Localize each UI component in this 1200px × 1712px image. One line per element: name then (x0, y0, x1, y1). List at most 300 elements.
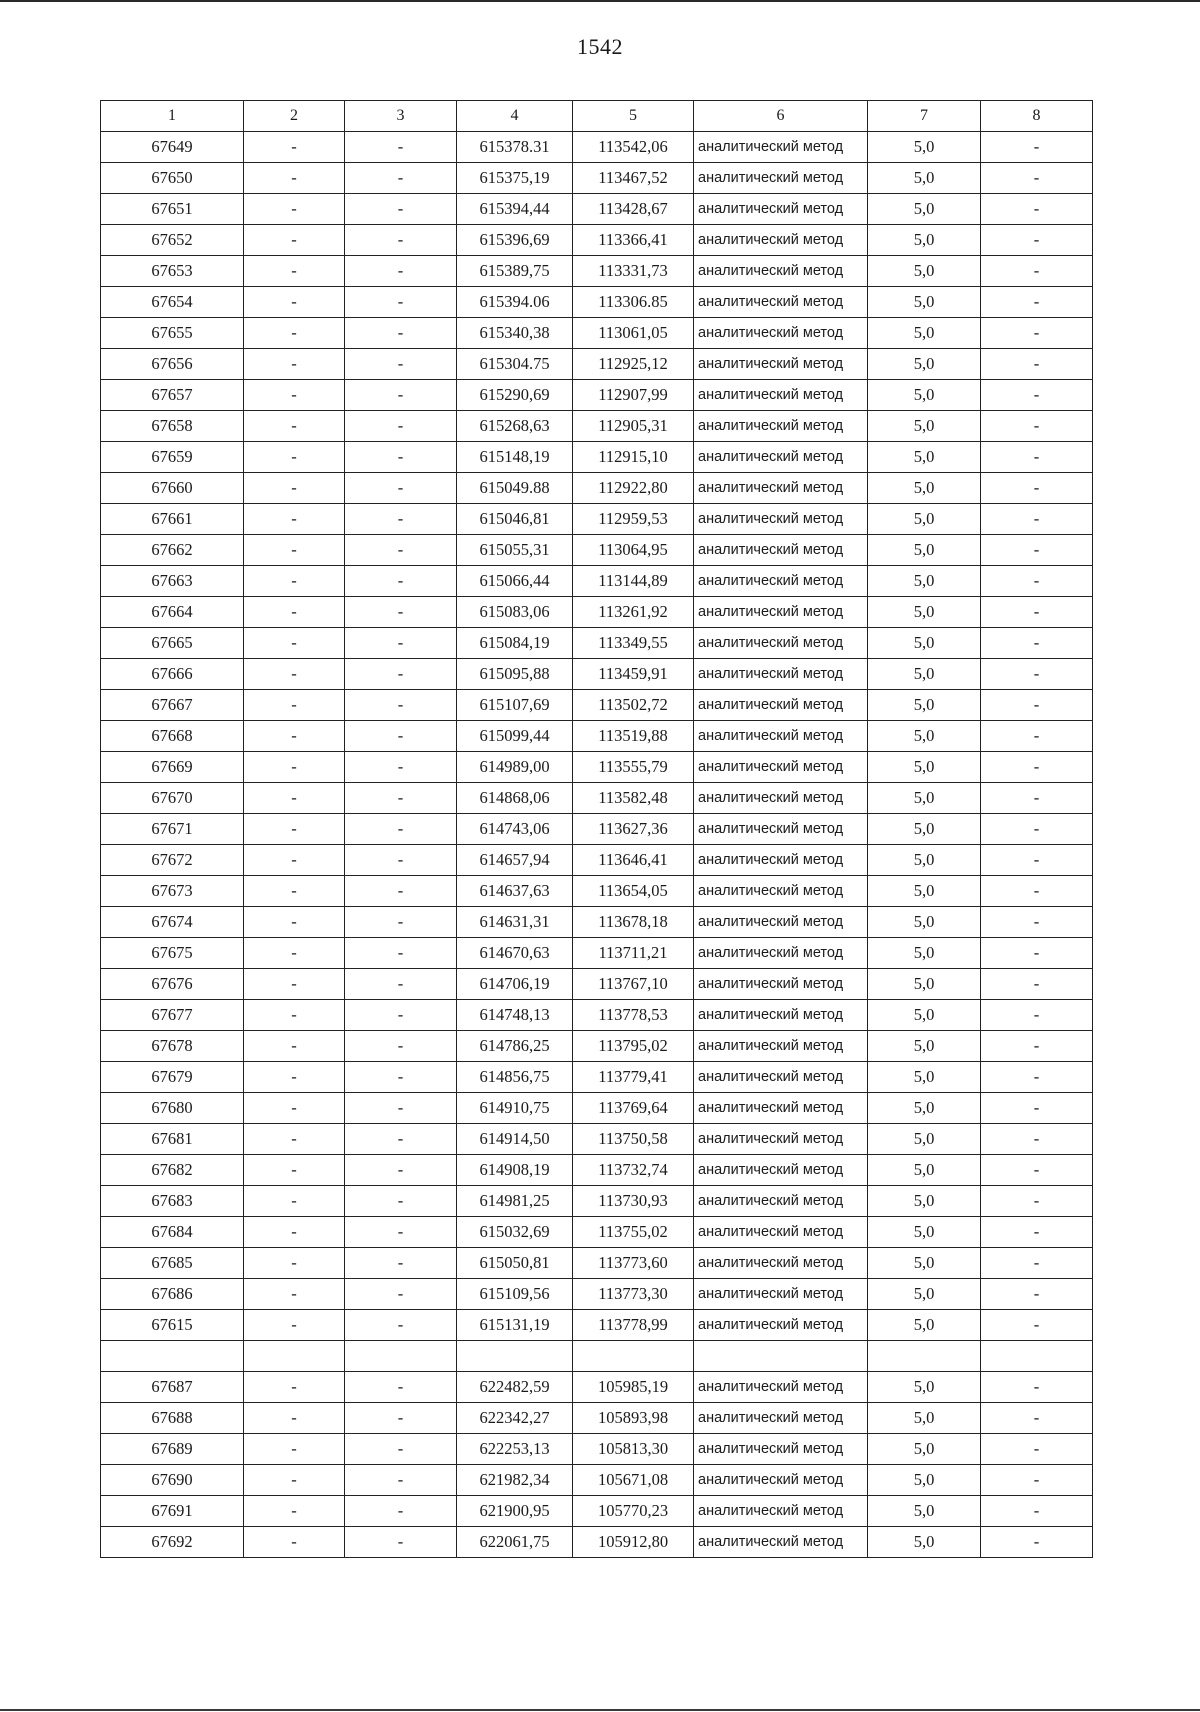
table-cell: - (981, 1217, 1093, 1248)
table-row (101, 814, 1093, 845)
table-cell: 113519,88 (573, 721, 694, 752)
table-cell: - (244, 1310, 345, 1341)
table-cell: - (981, 938, 1093, 969)
table-cell: - (981, 1465, 1093, 1496)
table-cell: 113678,18 (573, 907, 694, 938)
table-cell: - (345, 1155, 457, 1186)
column-header: 3 (345, 101, 457, 132)
table-cell: - (981, 1186, 1093, 1217)
table-cell: 5,0 (868, 783, 981, 814)
table-cell: аналитический метод (694, 132, 868, 163)
table-cell: 615066,44 (457, 566, 573, 597)
table-cell: 5,0 (868, 814, 981, 845)
table-row (101, 1403, 1093, 1434)
column-header: 8 (981, 101, 1093, 132)
table-cell: 113502,72 (573, 690, 694, 721)
table-cell: - (981, 1434, 1093, 1465)
table-cell: - (244, 907, 345, 938)
table-cell: - (244, 814, 345, 845)
table-cell: - (981, 907, 1093, 938)
table-cell: аналитический метод (694, 1279, 868, 1310)
table-cell: 113061,05 (573, 318, 694, 349)
table-cell: 5,0 (868, 938, 981, 969)
table-cell: 112907,99 (573, 380, 694, 411)
table-cell: - (981, 1062, 1093, 1093)
table-row (101, 566, 1093, 597)
table-cell: аналитический метод (694, 504, 868, 535)
table-row (101, 1279, 1093, 1310)
table-cell: аналитический метод (694, 1217, 868, 1248)
table-cell: 67686 (101, 1279, 244, 1310)
table-cell: 621900,95 (457, 1496, 573, 1527)
table-cell: - (981, 721, 1093, 752)
table-cell: 67670 (101, 783, 244, 814)
table-cell: аналитический метод (694, 1093, 868, 1124)
table-cell: 614856,75 (457, 1062, 573, 1093)
empty-cell (101, 1341, 244, 1372)
table-cell: - (981, 163, 1093, 194)
table-cell: 615290,69 (457, 380, 573, 411)
table-cell: 67681 (101, 1124, 244, 1155)
table-cell: - (981, 566, 1093, 597)
table-cell: - (345, 690, 457, 721)
table-cell: - (345, 597, 457, 628)
table-cell: - (244, 1496, 345, 1527)
table-cell: 5,0 (868, 721, 981, 752)
table-cell: 5,0 (868, 163, 981, 194)
table-cell: 113779,41 (573, 1062, 694, 1093)
table-cell: 614786,25 (457, 1031, 573, 1062)
table-cell: 614706,19 (457, 969, 573, 1000)
table-cell: - (244, 287, 345, 318)
page-bottom-edge (0, 1709, 1200, 1711)
table-cell: аналитический метод (694, 535, 868, 566)
table-cell: 67653 (101, 256, 244, 287)
table-cell: 5,0 (868, 690, 981, 721)
table-cell: - (244, 1434, 345, 1465)
table-cell: 622342,27 (457, 1403, 573, 1434)
table-cell: 615032,69 (457, 1217, 573, 1248)
table-cell: - (345, 380, 457, 411)
table-cell: 614631,31 (457, 907, 573, 938)
column-header: 1 (101, 101, 244, 132)
table-cell: 67671 (101, 814, 244, 845)
table-cell: - (244, 504, 345, 535)
table-cell: аналитический метод (694, 659, 868, 690)
table-cell: 67654 (101, 287, 244, 318)
table-cell: 67660 (101, 473, 244, 504)
table-cell: аналитический метод (694, 1124, 868, 1155)
table-cell: 5,0 (868, 1093, 981, 1124)
table-cell: - (244, 1000, 345, 1031)
table-cell: - (244, 1527, 345, 1558)
table-cell: 67658 (101, 411, 244, 442)
table-cell: аналитический метод (694, 845, 868, 876)
table-cell: 113144,89 (573, 566, 694, 597)
table-cell: 113582,48 (573, 783, 694, 814)
table-cell: 67615 (101, 1310, 244, 1341)
table-cell: 622253,13 (457, 1434, 573, 1465)
table-cell: 614637,63 (457, 876, 573, 907)
table-cell: 67657 (101, 380, 244, 411)
table-row (101, 659, 1093, 690)
table-cell: 5,0 (868, 876, 981, 907)
table-cell: 5,0 (868, 442, 981, 473)
table-cell: - (244, 535, 345, 566)
table-cell: - (345, 1062, 457, 1093)
table-cell: 113755,02 (573, 1217, 694, 1248)
table-cell: 113795,02 (573, 1031, 694, 1062)
empty-cell (981, 1341, 1093, 1372)
table-cell: 67682 (101, 1155, 244, 1186)
table-cell: 5,0 (868, 1031, 981, 1062)
table-cell: 113778,53 (573, 1000, 694, 1031)
table-cell: 67655 (101, 318, 244, 349)
column-header: 7 (868, 101, 981, 132)
table-cell: - (345, 256, 457, 287)
table-row (101, 318, 1093, 349)
table-cell: 5,0 (868, 287, 981, 318)
table-cell: - (981, 1093, 1093, 1124)
table-cell: 113773,60 (573, 1248, 694, 1279)
table-cell: - (244, 1403, 345, 1434)
table-cell: аналитический метод (694, 876, 868, 907)
table-cell: 5,0 (868, 504, 981, 535)
page-number: 1542 (577, 34, 623, 59)
table-cell: - (244, 473, 345, 504)
table-cell: - (244, 1124, 345, 1155)
table-cell: - (244, 1217, 345, 1248)
table-cell: 5,0 (868, 1403, 981, 1434)
table-cell: - (244, 1372, 345, 1403)
table-cell: 614743,06 (457, 814, 573, 845)
table-cell: - (981, 1496, 1093, 1527)
table-cell: 67665 (101, 628, 244, 659)
table-cell: 5,0 (868, 969, 981, 1000)
table-cell: 5,0 (868, 473, 981, 504)
table-cell: 113767,10 (573, 969, 694, 1000)
table-cell: - (244, 659, 345, 690)
table-cell: - (345, 1403, 457, 1434)
table-cell: 105893,98 (573, 1403, 694, 1434)
table-cell: аналитический метод (694, 1527, 868, 1558)
table-row (101, 1496, 1093, 1527)
table-cell: - (345, 566, 457, 597)
table-cell: - (345, 1000, 457, 1031)
table-cell: аналитический метод (694, 194, 868, 225)
table-cell: аналитический метод (694, 1496, 868, 1527)
table-cell: 622482,59 (457, 1372, 573, 1403)
table-cell: - (244, 132, 345, 163)
column-header: 4 (457, 101, 573, 132)
table-cell: 113467,52 (573, 163, 694, 194)
table-cell: - (345, 969, 457, 1000)
table-cell: - (981, 876, 1093, 907)
table-cell: - (244, 597, 345, 628)
table-cell: - (244, 349, 345, 380)
table-row (101, 256, 1093, 287)
table-cell: 5,0 (868, 380, 981, 411)
table-cell: - (981, 256, 1093, 287)
table-cell: - (345, 1465, 457, 1496)
table-cell: 5,0 (868, 1124, 981, 1155)
table-row (101, 907, 1093, 938)
empty-cell (345, 1341, 457, 1372)
table-row (101, 690, 1093, 721)
table-cell: - (981, 1403, 1093, 1434)
table-cell: аналитический метод (694, 938, 868, 969)
table-row (101, 194, 1093, 225)
table-cell: - (345, 442, 457, 473)
table-cell: аналитический метод (694, 752, 868, 783)
table-cell: 113459,91 (573, 659, 694, 690)
table-cell: - (981, 504, 1093, 535)
table-cell: 615375,19 (457, 163, 573, 194)
table-cell: 5,0 (868, 1372, 981, 1403)
table-cell: - (981, 1279, 1093, 1310)
table-cell: 615268,63 (457, 411, 573, 442)
table-cell: 67673 (101, 876, 244, 907)
table-cell: - (345, 1279, 457, 1310)
table-cell: - (345, 814, 457, 845)
table-cell: - (981, 194, 1093, 225)
table-cell: - (981, 411, 1093, 442)
table-cell: - (981, 1155, 1093, 1186)
table-cell: - (981, 225, 1093, 256)
table-cell: - (244, 442, 345, 473)
table-cell: - (981, 628, 1093, 659)
table-cell: - (345, 752, 457, 783)
table-cell: - (345, 659, 457, 690)
table-cell: 614908,19 (457, 1155, 573, 1186)
table-cell: - (345, 628, 457, 659)
table-cell: - (981, 535, 1093, 566)
table-cell: 5,0 (868, 1000, 981, 1031)
table-cell: 105985,19 (573, 1372, 694, 1403)
table-cell: 67678 (101, 1031, 244, 1062)
table-cell: 105770,23 (573, 1496, 694, 1527)
table-cell: аналитический метод (694, 1434, 868, 1465)
table-cell: - (981, 380, 1093, 411)
table-row (101, 163, 1093, 194)
table-cell: аналитический метод (694, 1465, 868, 1496)
table-cell: 5,0 (868, 566, 981, 597)
table-cell: 614748,13 (457, 1000, 573, 1031)
table-cell: аналитический метод (694, 442, 868, 473)
table-row (101, 504, 1093, 535)
table-cell: 5,0 (868, 1186, 981, 1217)
table-cell: - (345, 1124, 457, 1155)
table-cell: - (345, 783, 457, 814)
table-cell: 5,0 (868, 256, 981, 287)
table-cell: - (345, 1031, 457, 1062)
table-cell: 5,0 (868, 907, 981, 938)
table-cell: - (981, 659, 1093, 690)
table-cell: - (345, 1372, 457, 1403)
table-cell: 5,0 (868, 1217, 981, 1248)
table-cell: 67692 (101, 1527, 244, 1558)
table-cell: 5,0 (868, 1248, 981, 1279)
table-cell: - (345, 163, 457, 194)
table-cell: - (981, 473, 1093, 504)
table-cell: 5,0 (868, 1527, 981, 1558)
table-cell: 5,0 (868, 535, 981, 566)
table-cell: аналитический метод (694, 690, 868, 721)
table-cell: - (244, 721, 345, 752)
table-cell: 5,0 (868, 1155, 981, 1186)
table-cell: - (981, 845, 1093, 876)
table-cell: 67676 (101, 969, 244, 1000)
table-cell: 67691 (101, 1496, 244, 1527)
table-cell: аналитический метод (694, 969, 868, 1000)
table-row (101, 721, 1093, 752)
table-cell: 67672 (101, 845, 244, 876)
empty-cell (457, 1341, 573, 1372)
empty-cell (694, 1341, 868, 1372)
table-cell: 615109,56 (457, 1279, 573, 1310)
table-cell: - (244, 1186, 345, 1217)
table-cell: - (244, 1062, 345, 1093)
table-cell: 67677 (101, 1000, 244, 1031)
table-cell: 112925,12 (573, 349, 694, 380)
table-cell: аналитический метод (694, 597, 868, 628)
table-cell: - (345, 721, 457, 752)
table-cell: - (244, 411, 345, 442)
table-cell: 5,0 (868, 1310, 981, 1341)
table-cell: - (981, 349, 1093, 380)
empty-cell (868, 1341, 981, 1372)
table-cell: 5,0 (868, 1434, 981, 1465)
table-cell: 113750,58 (573, 1124, 694, 1155)
table-cell: - (345, 938, 457, 969)
table-row (101, 287, 1093, 318)
table-row (101, 1465, 1093, 1496)
table-cell: аналитический метод (694, 1372, 868, 1403)
table-cell: 67656 (101, 349, 244, 380)
table-cell: - (244, 628, 345, 659)
table-cell: аналитический метод (694, 163, 868, 194)
table-cell: 113555,79 (573, 752, 694, 783)
table-cell: 67690 (101, 1465, 244, 1496)
table-cell: 67664 (101, 597, 244, 628)
table-cell: - (345, 1186, 457, 1217)
table-cell: - (244, 1279, 345, 1310)
page-top-edge (0, 0, 1200, 2)
table-row (101, 1031, 1093, 1062)
table-cell: 113428,67 (573, 194, 694, 225)
table-cell: 113732,74 (573, 1155, 694, 1186)
table-cell: аналитический метод (694, 473, 868, 504)
table-row (101, 1217, 1093, 1248)
table-row (101, 535, 1093, 566)
table-cell: 113331,73 (573, 256, 694, 287)
table-cell: 113542,06 (573, 132, 694, 163)
table-cell: - (345, 349, 457, 380)
table-cell: - (345, 194, 457, 225)
table-cell: 5,0 (868, 318, 981, 349)
table-cell: - (981, 1000, 1093, 1031)
table-cell: 615083,06 (457, 597, 573, 628)
table-row (101, 597, 1093, 628)
table-cell: - (345, 1496, 457, 1527)
table-row (101, 1124, 1093, 1155)
table-cell: 113778,99 (573, 1310, 694, 1341)
table-cell: аналитический метод (694, 1403, 868, 1434)
table-cell: 67669 (101, 752, 244, 783)
table-cell: аналитический метод (694, 907, 868, 938)
table-row (101, 1248, 1093, 1279)
table-cell: 67661 (101, 504, 244, 535)
table-cell: 67666 (101, 659, 244, 690)
table-row (101, 1310, 1093, 1341)
table-row (101, 628, 1093, 659)
table-cell: аналитический метод (694, 1186, 868, 1217)
table-cell: - (244, 752, 345, 783)
table-cell: - (981, 783, 1093, 814)
table-cell: 112959,53 (573, 504, 694, 535)
table-cell: - (244, 566, 345, 597)
table-cell: аналитический метод (694, 1310, 868, 1341)
table-cell: 615148,19 (457, 442, 573, 473)
table-cell: 615131,19 (457, 1310, 573, 1341)
table-cell: 105671,08 (573, 1465, 694, 1496)
table-cell: - (345, 473, 457, 504)
table-row (101, 1062, 1093, 1093)
table-cell: 5,0 (868, 1465, 981, 1496)
table-cell: - (345, 845, 457, 876)
table-cell: 67689 (101, 1434, 244, 1465)
table-cell: 615396,69 (457, 225, 573, 256)
table-cell: 5,0 (868, 132, 981, 163)
table-cell: 67685 (101, 1248, 244, 1279)
table-row (101, 411, 1093, 442)
table-cell: 615049.88 (457, 473, 573, 504)
table-cell: 614670,63 (457, 938, 573, 969)
table-cell: 615046,81 (457, 504, 573, 535)
table-cell: 615099,44 (457, 721, 573, 752)
table-cell: 105813,30 (573, 1434, 694, 1465)
table-cell: 67683 (101, 1186, 244, 1217)
table-cell: аналитический метод (694, 1155, 868, 1186)
table-cell: - (345, 876, 457, 907)
table-cell: - (981, 1527, 1093, 1558)
table-cell: 113769,64 (573, 1093, 694, 1124)
table-cell: - (981, 814, 1093, 845)
table-cell: 113711,21 (573, 938, 694, 969)
table-cell: 67662 (101, 535, 244, 566)
table-cell: 5,0 (868, 411, 981, 442)
table-cell: 113654,05 (573, 876, 694, 907)
coordinates-table (100, 100, 1093, 1558)
table-cell: 614989,00 (457, 752, 573, 783)
table-cell: - (244, 876, 345, 907)
table-cell: - (345, 132, 457, 163)
table-cell: - (244, 256, 345, 287)
table-cell: 112905,31 (573, 411, 694, 442)
table-row (101, 349, 1093, 380)
table-cell: - (345, 1217, 457, 1248)
table-cell: 112922,80 (573, 473, 694, 504)
table-cell: 67649 (101, 132, 244, 163)
table-cell: аналитический метод (694, 349, 868, 380)
table-cell: 67651 (101, 194, 244, 225)
table-cell: 615304.75 (457, 349, 573, 380)
column-header: 6 (694, 101, 868, 132)
table-row (101, 969, 1093, 1000)
table-row (101, 783, 1093, 814)
table-cell: 622061,75 (457, 1527, 573, 1558)
table-cell: 615084,19 (457, 628, 573, 659)
